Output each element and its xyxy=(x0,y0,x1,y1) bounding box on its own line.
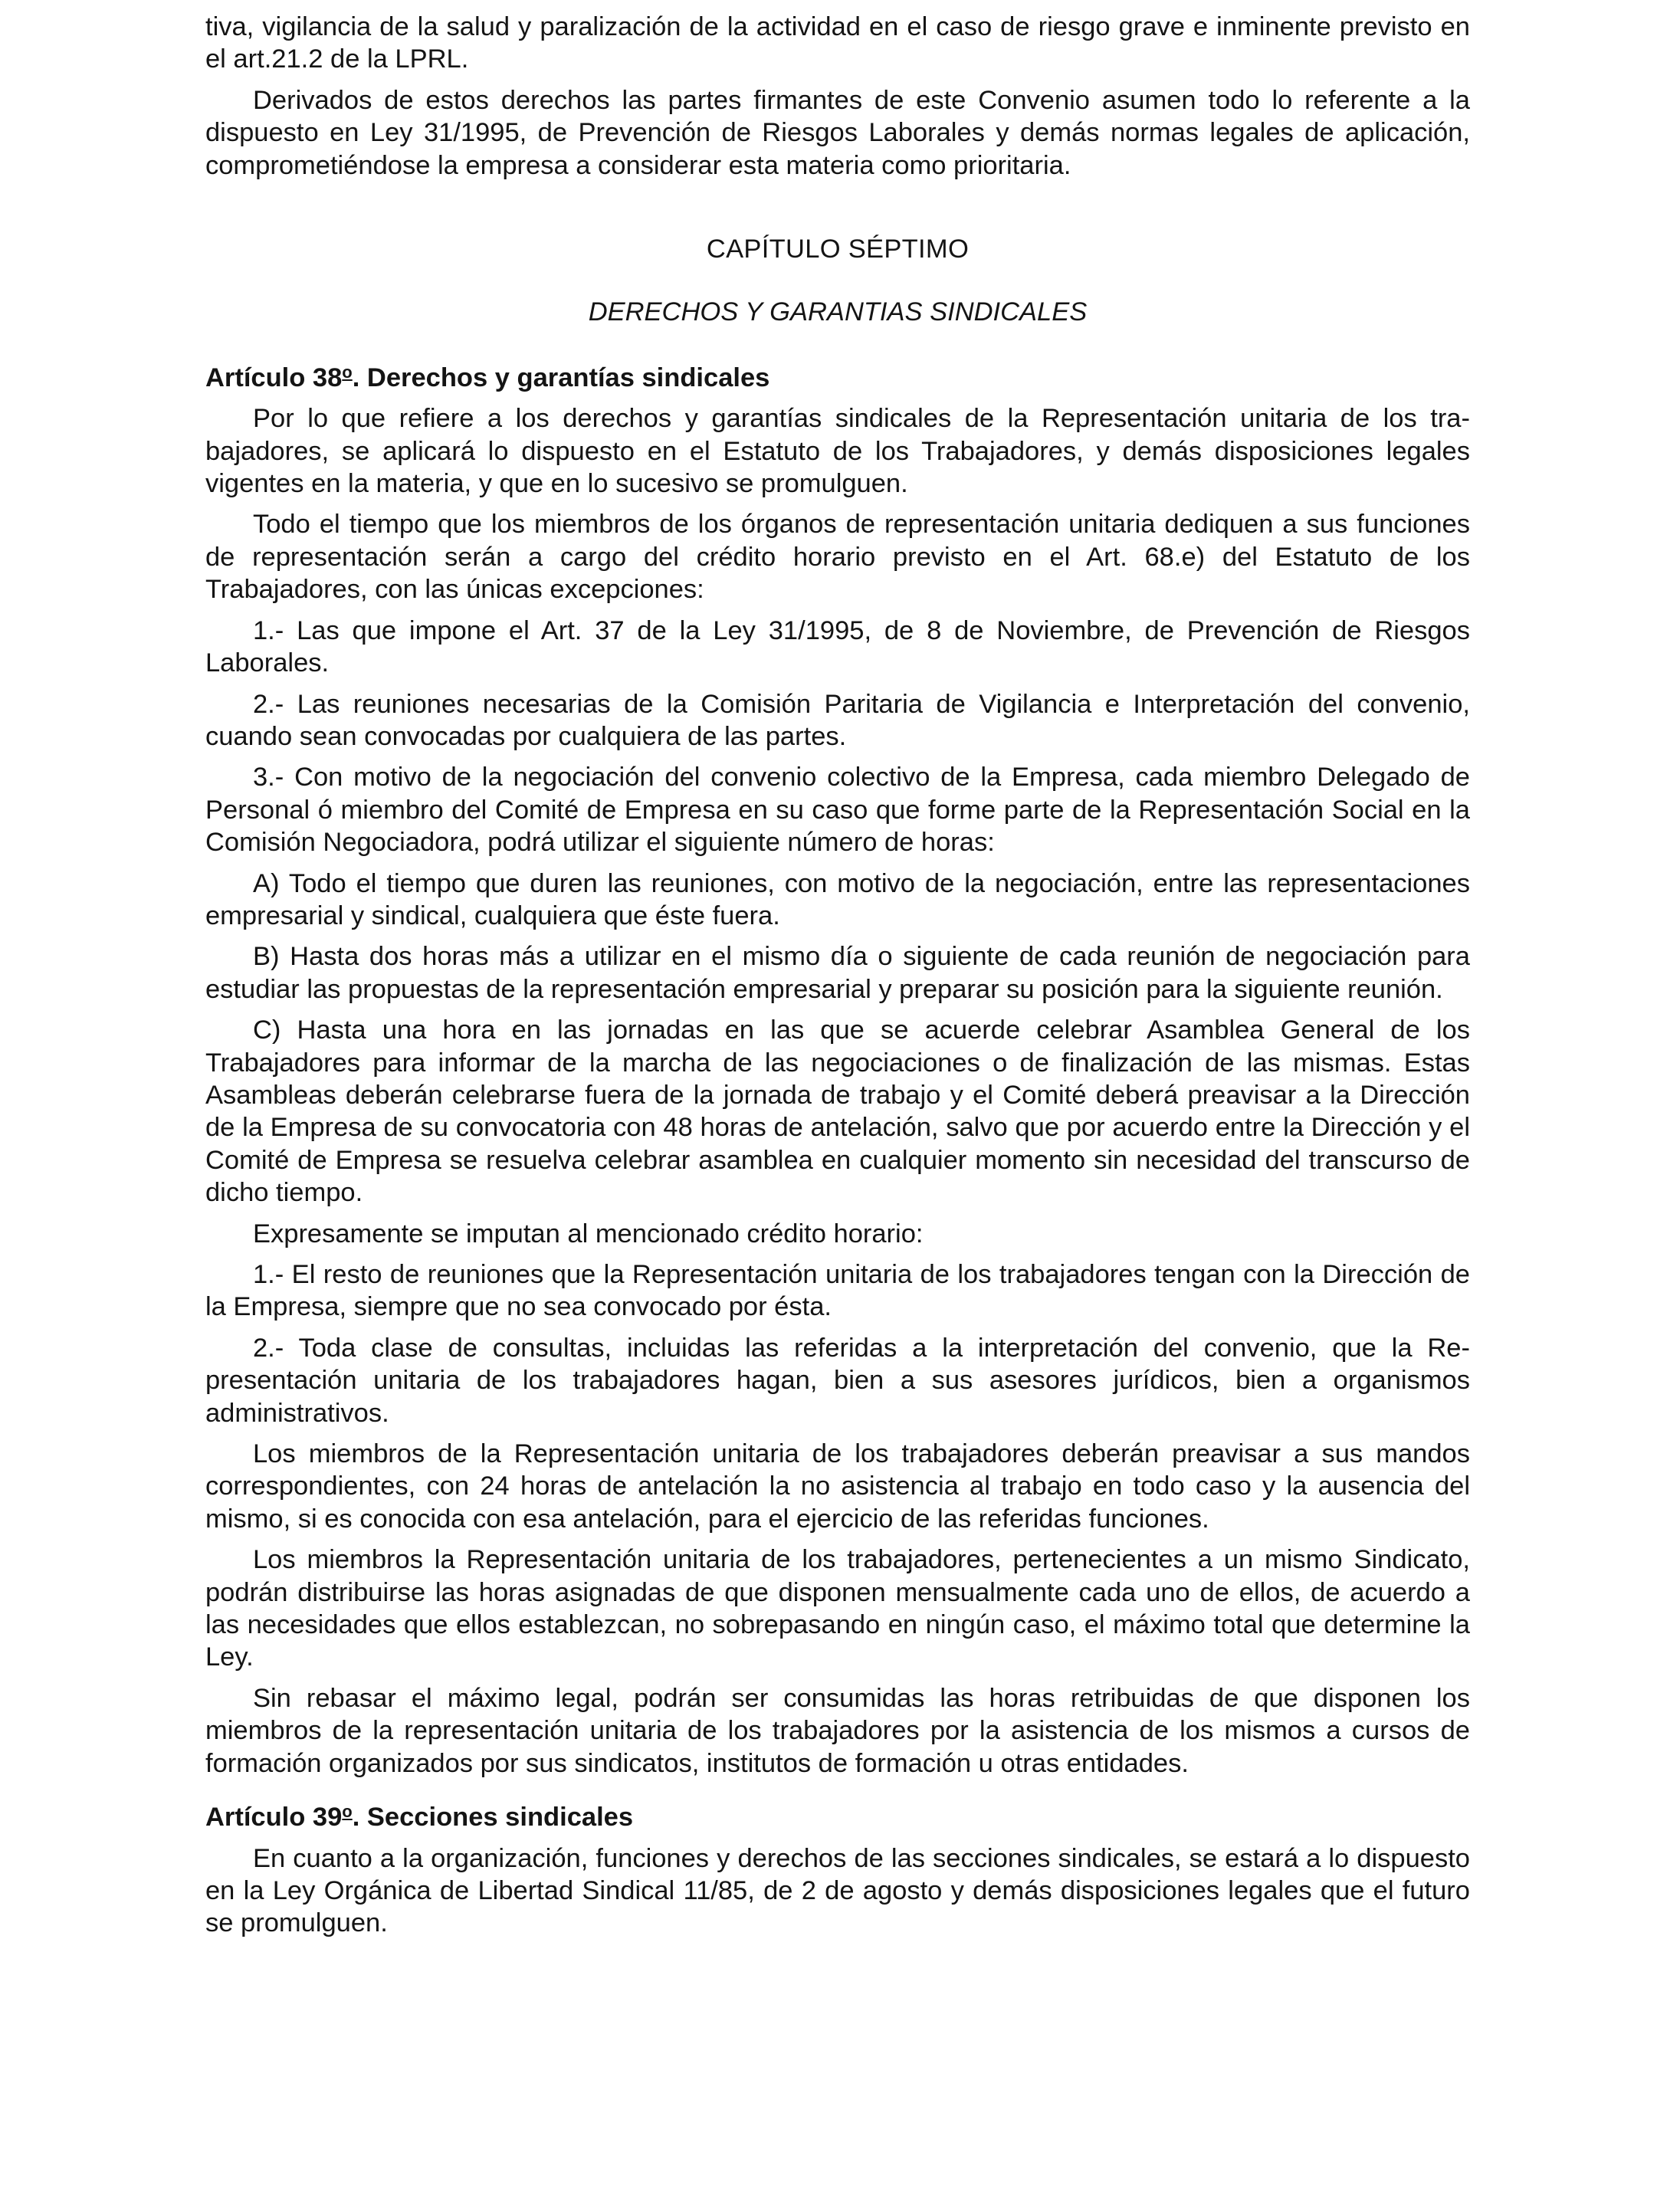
paragraph: Sin rebasar el máximo legal, podrán ser consumidas las horas retribuidas de que disponen los miembros de la representación unitaria de los trabajadores por la asistencia de los mismos a cursos de formación organizados por sus sindicatos, institutos de formación u otras entidades. xyxy=(205,1683,1470,1778)
ordinal-indicator: o xyxy=(342,362,353,382)
list-item: B) Hasta dos horas más a utilizar en el mismo día o siguiente de cada reunión de negociación para estudiar las propuestas de la representación empresarial y preparar su posición para la siguiente reunión. xyxy=(205,942,1470,1004)
list-item: 2.- Las reuniones necesarias de la Comisión Paritaria de Vigilancia e Interpretación del convenio, cuando sean convocadas por cualquiera de las partes. xyxy=(205,689,1470,751)
chapter-title: CAPÍTULO SÉPTIMO xyxy=(706,235,970,264)
article-number: Artículo 39 xyxy=(205,1803,343,1832)
paragraph: Los miembros de la Representación unitaria de los trabajadores deberán preavisar a sus mandos correspondientes, con 24 horas de antelación la no asistencia al trabajo en todo caso y la ausencia del mismo, si es conocida con esa antelación, para el ejercicio de las referidas funciones. xyxy=(205,1439,1470,1534)
list-item: A) Todo el tiempo que duren las reuniones, con motivo de la negociación, entre las representaciones empresarial y sindical, cualquiera que éste fuera. xyxy=(205,868,1470,930)
article-39-heading xyxy=(205,1801,1470,1833)
list-item: 1.- El resto de reuniones que la Representación unitaria de los trabajadores tengan con la Dirección de la Empresa, siempre que no sea convocado por ésta. xyxy=(205,1260,1470,1322)
paragraph: Los miembros la Representación unitaria de los trabajadores, pertenecientes a un mismo Sindicato, podrán distribuirse las horas asignadas de que disponen mensualmente cada uno de ellos, de acuerdo a las necesidades que ellos establezcan, no sobrepasando en ningún caso, el máximo total que determine la Ley. xyxy=(205,1545,1470,1672)
section-title: DERECHOS Y GARANTIAS SINDICALES xyxy=(588,297,1088,327)
list-item: 1.- Las que impone el Art. 37 de la Ley 31/1995, de 8 de Noviembre, de Prevención de Riesgos Laborales. xyxy=(205,615,1470,678)
list-item: C) Hasta una hora en las jornadas en las que se acuerde celebrar Asamblea General de los Trabajadores para informar de la marcha de las negociaciones o de finalización de las mismas. Estas Asambleas deberán celebrarse fuera de la jornada de trabajo y el Comité deberá preavisar a la Dirección de la Empresa de su convocatoria con 48 horas de antelación, salvo que por acuerdo entre la Dirección y el Comité de Empresa se resuelva celebrar asamblea en cualquier momento sin necesidad del transcurso de dicho tiempo. xyxy=(205,1015,1470,1208)
article-title: . Secciones sindicales xyxy=(352,1803,634,1832)
document-page xyxy=(205,11,1470,1948)
paragraph: Derivados de estos derechos las partes firmantes de este Convenio asumen todo lo referente a la dispuesto en Ley 31/1995, de Prevención de Riesgos Laborales y demás normas legales de aplicación, comprometiéndose la empresa a considerar esta materia como prioritaria. xyxy=(205,85,1470,180)
article-38-heading xyxy=(205,362,1470,394)
ordinal-indicator: o xyxy=(342,1802,353,1822)
paragraph: En cuanto a la organización, funciones y derechos de las secciones sindicales, se estará a lo dispuesto en la Ley Orgánica de Libertad Sindical 11/85, de 2 de agosto y demás disposiciones legales que el futuro se promulguen. xyxy=(205,1843,1470,1938)
article-number: Artículo 38 xyxy=(205,363,343,392)
paragraph: Todo el tiempo que los miembros de los órganos de representación unitaria dediquen a sus funciones de representación serán a cargo del crédito horario previsto en el Art. 68.e) del Estatuto de los Trabajadores, con las únicas excepciones: xyxy=(205,510,1470,605)
article-title: . Derechos y garantías sindicales xyxy=(352,363,770,392)
paragraph-continuation: tiva, vigilancia de la salud y paralización de la actividad en el caso de riesgo grave e inminente previsto en el art.21.2 de la LPRL. xyxy=(205,12,1470,74)
paragraph: Expresamente se imputan al mencionado crédito horario: xyxy=(253,1219,924,1248)
paragraph: Por lo que refiere a los derechos y garantías sindicales de la Representación unitaria de los trabajadores, se aplicará lo dispuesto en el Estatuto de los Trabajadores, y demás disposiciones legales vigentes en la materia, y que en lo sucesivo se promulguen. xyxy=(205,404,1470,499)
list-item: 2.- Toda clase de consultas, incluidas las referidas a la interpretación del convenio, que la Representación unitaria de los trabajadores hagan, bien a sus asesores jurídicos, bien a organismos administrativos. xyxy=(205,1333,1470,1428)
list-item: 3.- Con motivo de la negociación del convenio colectivo de la Empresa, cada miembro Delegado de Personal ó miembro del Comité de Empresa en su caso que forme parte de la Representación Social en la Comisión Negociadora, podrá utilizar el siguiente número de horas: xyxy=(205,763,1470,858)
